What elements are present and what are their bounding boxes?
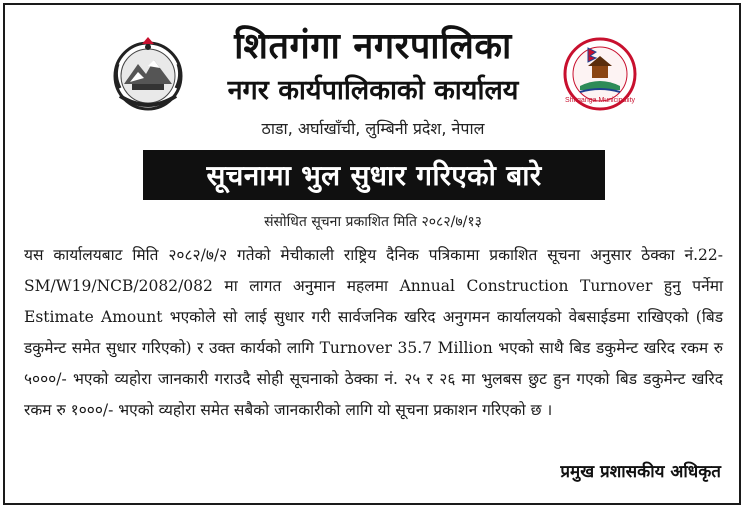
notice-title-banner [143,150,605,200]
office-name: नगर कार्यपालिकाको कार्यालय [227,75,519,106]
office-address: ठाडा, अर्घाखाँची, लुम्बिनी प्रदेश, नेपाल [261,119,485,138]
logo-text: Shitganga Municipality [564,97,636,104]
revised-publish-date: संसोधित सूचना प्रकाशित मिति २०८२/७/१३ [264,214,482,230]
signatory-title: प्रमुख प्रशासकीय अधिकृत [560,462,721,482]
notice-body: यस कार्यालयबाट मिति २०८२/७/२ गतेको मेचीकाली राष्ट्रिय दैनिक पत्रिकामा प्रकाशित सूचना अनुसार ठेक्का नं.22-SM/W19/NCB/2082/082 मा लागत अनुमान महलमा Annual Construction Turnover हुनु पर्नेमा Estimate Amount भएकोले सो लाई सुधार गरी सार्वजनिक खरिद अनुगमन कार्यालयको वेबसाईडमा राखिएको (बिड डकुमेन्ट समेत सुधार गरिएको) र उक्त कार्यको लागि Turnover 35.7 Million भएको साथै बिड डकुमेन्ट खरिद रकम रु ५०००/- भएको व्यहोरा जानकारी गराउदै सोही सूचनाको ठेक्का नं. २५ र २६ मा भुलबस छुट हुन गएको बिड डकुमेन्ट खरिद रकम रु १०००/- भएको व्यहोरा समेत सबैको जानकारीको लागि यो सूचना प्रकाशन गरिएको छ । [24,246,723,419]
municipality-name: शितगंगा नगरपालिका [234,26,512,67]
notice-title: सूचनामा भुल सुधार गरिएको बारे [206,159,542,192]
